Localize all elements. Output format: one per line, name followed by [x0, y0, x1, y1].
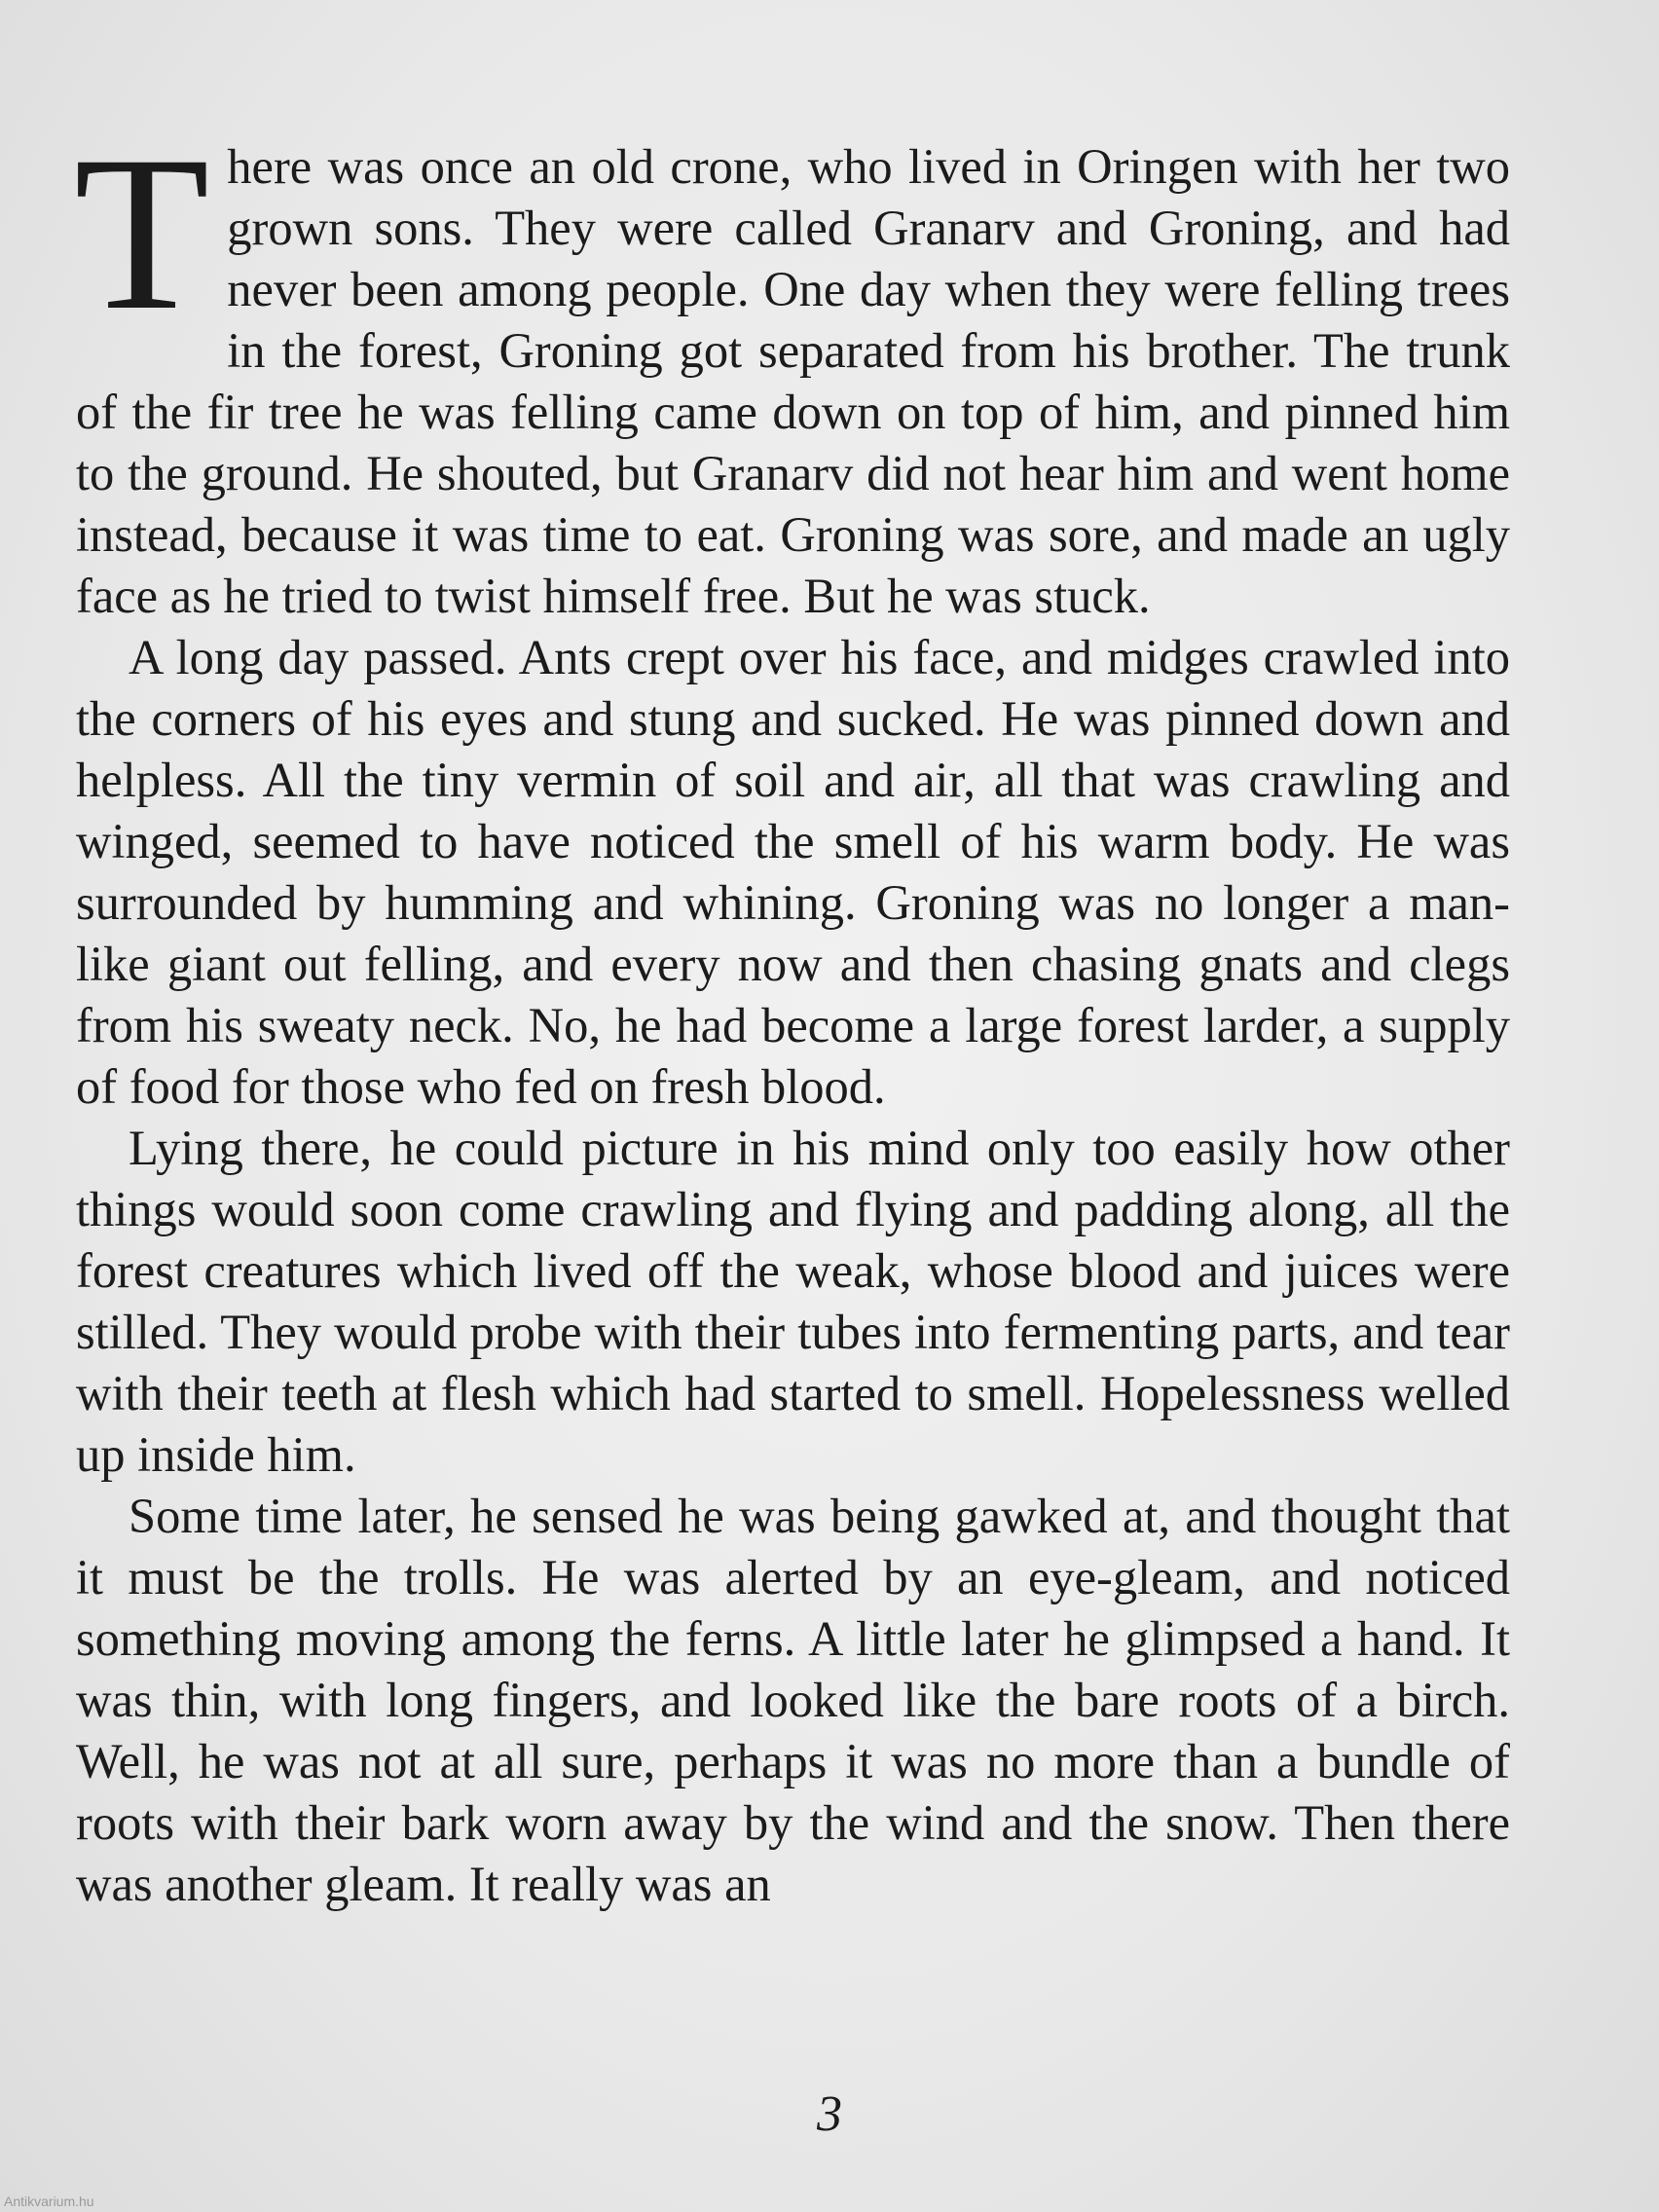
drop-cap: T: [74, 111, 210, 356]
page-number: 3: [817, 2086, 842, 2142]
body-text: [74, 111, 1510, 1915]
paragraph-1-text: here was once an old crone, who lived in Oringen with her two grown sons. They were called Granarv and Groning, and had never been among people. One day when they were felling trees in the forest, Groning got separated from his brother. The trunk of the fir tree he was felling came down on top of him, and pinned him to the ground. He shouted, but Granarv did not hear him and went home instead, because it was time to eat. Groning was sore, and made an ugly face as he tried to twist himself free. But he was stuck.: [76, 139, 1510, 623]
paragraph-4: Some time later, he sensed he was being gawked at, and thought that it must be the trolls. He was alerted by an eye-gleam, and noticed something moving among the ferns. A little later he glimpsed a hand. It was thin, with long fingers, and looked like the bare roots of a birch. Well, he was not at all sure, perhaps it was no more than a bundle of roots with their bark worn away by the wind and the snow. Then there was another gleam. It really was an: [76, 1489, 1510, 1911]
paragraph-1: [74, 111, 1510, 627]
paragraph-3: Lying there, he could picture in his mind only too easily how other things would soon come crawling and flying and padding along, all the forest creatures which lived off the weak, whose blood and juices were stilled. They would probe with their tubes into fermenting parts, and tear with their teeth at flesh which had started to smell. Hopelessness welled up inside him.: [76, 1121, 1510, 1482]
paragraph-2: A long day passed. Ants crept over his face, and midges crawled into the corners of his eyes and stung and sucked. He was pinned down and helpless. All the tiny vermin of soil and air, all that was crawling and winged, seemed to have noticed the smell of his warm body. He was surrounded by humming and whining. Groning was no longer a man-like giant out felling, and every now and then chasing gnats and clegs from his sweaty neck. No, he had become a large forest larder, a supply of food for those who fed on fresh blood.: [76, 630, 1510, 1114]
watermark: Antikvarium.hu: [4, 2194, 94, 2209]
